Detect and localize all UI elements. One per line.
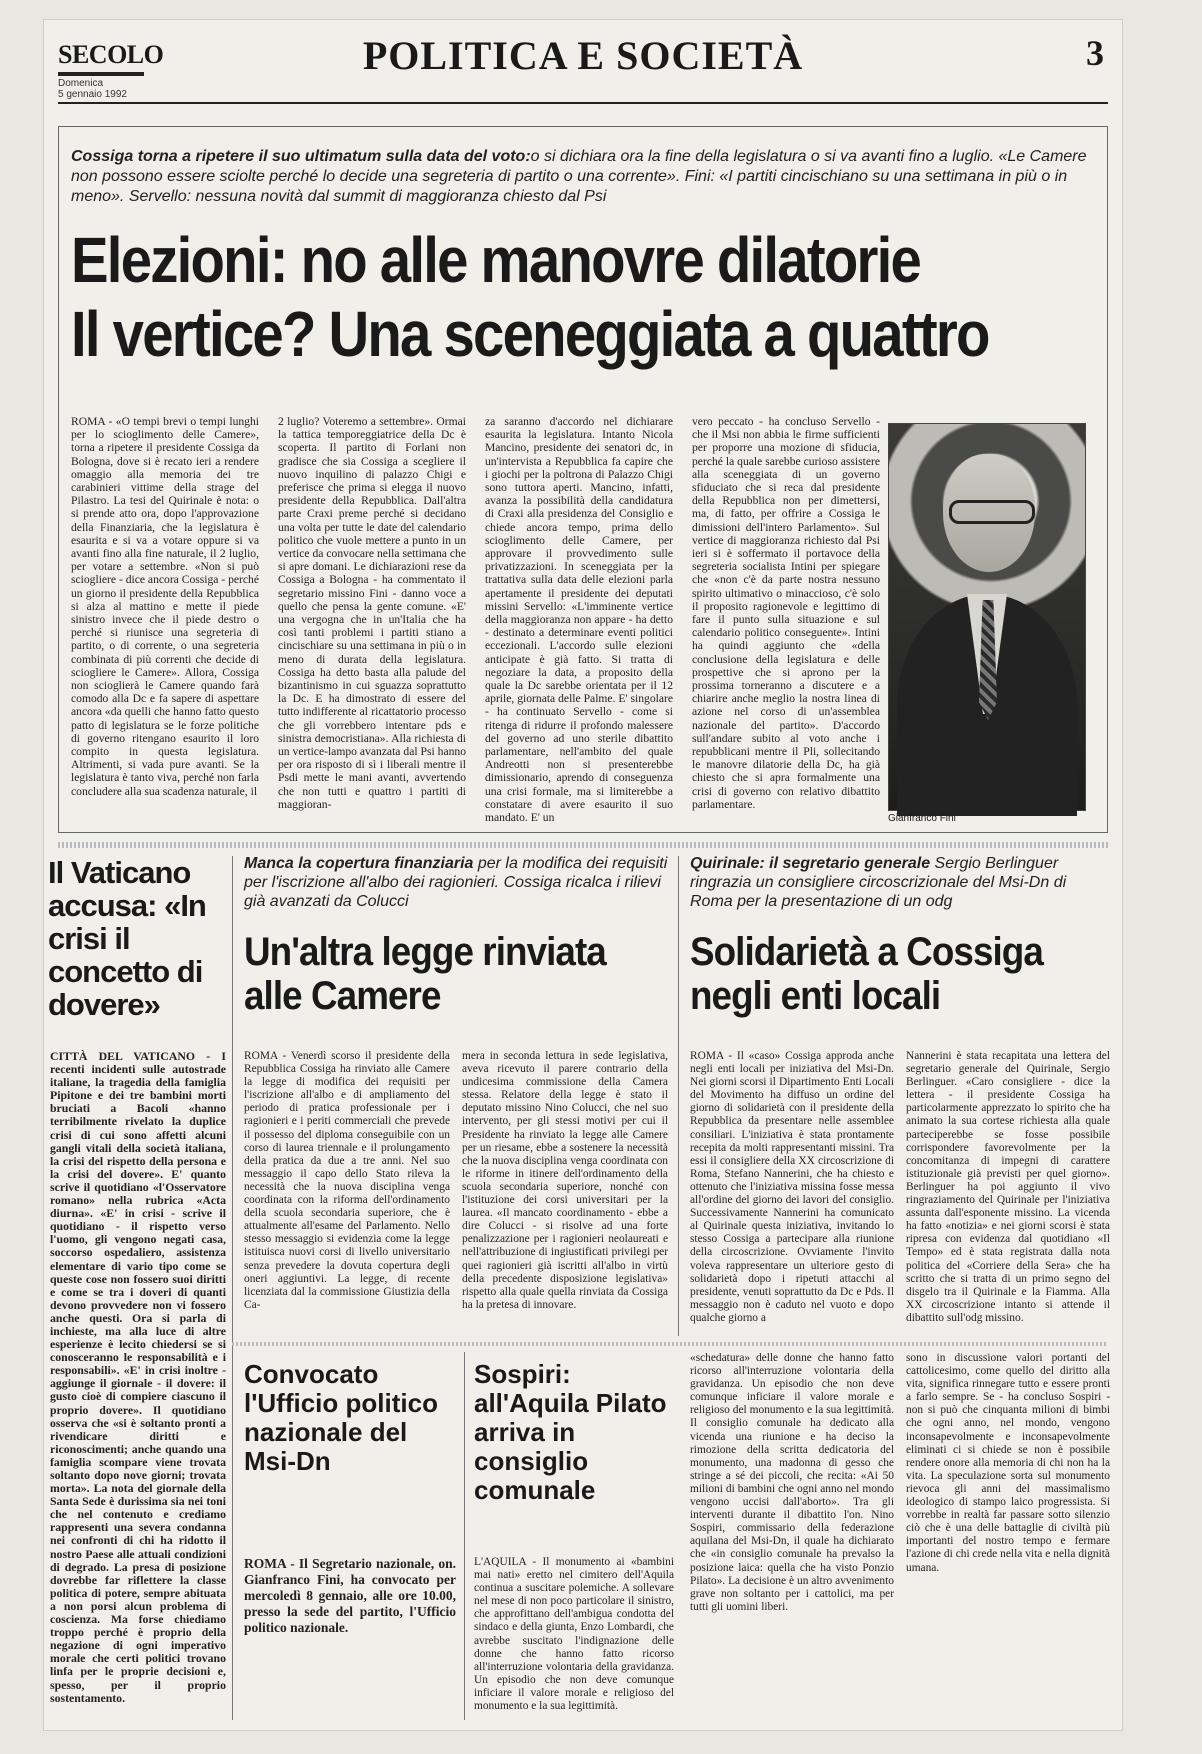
ragionieri-headline: Un'altra legge rinviata alle Camere: [244, 930, 606, 1018]
cossiga-local-kicker: [690, 854, 1110, 911]
main-col-1: ROMA - «O tempi brevi o tempi lunghi per lo scioglimento delle Camere», torna a ripetere il presidente Cossiga da Bologna, dove si è recato ieri a rendere omaggio alla memoria dei tre carabinieri vittime della strage del Pilastro. La tesi del Quirinale è nota: o si prende atto ora, dopo l'approvazione della Finanziaria, che la legislatura è esaurita e si va a votare oppure si va avanti fino alla fine naturale, il 2 luglio, per votare a settembre. «Non si può sciogliere - dice ancora Cossiga - perché un giorno il presidente della Repubblica si alza al mattino e mette il piede sinistro invece che il piede destro o perché si riunisce una segreteria di partito, o di corrente, o una segreteria combinata di più correnti che decide di sciogliere le Camere». Allora, Cossiga non scioglierà le Camere quando farà comodo alla Dc e fa sapere di aspettare ancora «da quelli che hanno fatto questo patto di legislatura se le forze politiche di governo ritengano esaurito il loro compito in questa legislatura. Altrimenti, si vada pure avanti. Se la legislatura è tanto viva, perché non farla concludere alla sua scadenza naturale, il: [71, 415, 259, 798]
lower-divider: [232, 1342, 1108, 1346]
issue-day: Domenica: [58, 78, 104, 89]
fini-photo: [888, 423, 1086, 811]
main-col-4: vero peccato - ha concluso Servello - che il Msi non abbia le firme sufficienti per proporre una mozione di sfiducia, perché la quale sarebbe curioso assistere alla sceneggiata di un governo sfiduciato che si reca dal presidente della Repubblica non per dimettersi, ma, di fatto, per offrire a Cossiga le dimissioni dell'intero Parlamento». Sul vertice di maggioranza richiesto dal Psi ieri si è soffermato il portavoce della segreteria socialista Intini per spiegare che «non c'è da parte nostra nessuno spirito ultimativo o minaccioso, c'è solo il proposito ragionevole e legittimo di fare il punto sulla situazione e sul calendario politico conseguente». Intini ha quindi aggiunto che «della conclusione della legislatura e delle prospettive che si aprono per la prossima torneranno a discutere e a chiarire anche meglio la nostra linea di azione nel corso di un'assemblea nazionale del partito». D'accordo sull'andare subito al voto anche i repubblicani mentre il Pli, sollecitando le manovre dilatorie della Dc, ha già chiesto che si apra formalmente una crisi di governo con relativo dibattito parlamentare.: [692, 415, 880, 811]
cossiga-local-headline: Solidarietà a Cossiga negli enti locali: [690, 930, 1043, 1018]
masthead: [58, 24, 1108, 104]
main-col-3: za saranno d'accordo nel dichiarare esaurita la legislatura. Intanto Nicola Mancino, presidente dei senatori dc, in un'intervista a Repubblica fa capire che i giochi per la poltrona di Palazzo Chigi sono tuttora aperti. Mancino, infatti, avanza la possibilità della candidatura di Craxi alla presidenza del Consiglio e chiede ancora tempo, prima dello scioglimento delle Camere, per approvare il provvedimento sulle privatizzazioni. In sceneggiata per la trattativa sulla data delle elezioni parla apertamente il presidente dei deputati missini Servello: «L'imminente vertice della maggioranza non appare - ha detto - destinato a determinare eventi politici eccezionali. L'accordo sulle elezioni anticipate è già fatto. Si tratta di negoziare la data, a proposito della quale la Dc sarebbe orientata per il 12 aprile, giornata delle Palme. E' singolare - ha continuato Servello - come si ritenga di ridurre il profondo malessere del governo ad uno sterile dibattito parlamentare, nell'ambito del quale Andreotti non si presenterebbe dimissionario, aprendo di conseguenza una crisi formale, ma si limiterebbe a constatare di avere esaurito il suo mandato. E' un: [485, 415, 673, 825]
vatican-headline: Il Vaticano accusa: «In crisi il concetto di dovere»: [48, 855, 206, 1022]
main-kicker: [71, 147, 1095, 207]
section-divider: [58, 842, 1108, 848]
main-kicker-rest: o si dichiara ora la fine della legislatura o si va avanti fino a luglio. «Le Camere non possono essere sciolte perché lo decide una segreteria di partito o una corrente». Fini: «I partiti cincischiano su una settimana in più o in meno». Servello: nessuna novità dal summit di maggioranza chiesto dal Psi: [71, 148, 1087, 205]
ragionieri-col-1: ROMA - Venerdì scorso il presidente della Repubblica Cossiga ha rinviato alle Camere la legge di modifica dei requisiti per l'iscrizione all'albo e di ampliamento del periodo di pratica professionale per i ragionieri e i periti commerciali che prevede il possesso del diploma conseguibile con un corso di laurea triennale e il prolungamento della pratica da due a tre anni. Nel suo messaggio il capo dello Stato rileva la necessità che la nuova disciplina venga coordinata con la riforma dell'ordinamento della scuola secondaria superiore, che è attualmente all'esame del Parlamento. Nello stesso messaggio si evidenzia come la legge istituisca nuovi corsi di livello universitario senza prevedere la dovuta copertura degli oneri aggiuntivi. La legge, di recente licenziata dal la commissione Giustizia della Ca-: [244, 1050, 450, 1311]
cossiga-local-col-2: Nannerini è stata recapitata una lettera del segretario generale del Quirinale, Sergio Berlinguer. «Caro consigliere - dice la lettera - il presidente Cossiga ha particolarmente apprezzato lo spirito che ha animato la sua cortese richiesta alla quale parteciperebbe se fosse possibile corrispondere favorevolmente per la concomitanza di impegni di carattere istituzionale già previsti per quel giorno». Berlinguer ha poi aggiunto il vivo ringraziamento del Quirinale per l'iniziativa assunta dall'esponente missino. La vicenda ha fatto «notizia» e nei giorni scorsi è stata ripresa con evidenza dal quotidiano «Il Tempo» ed è stata registrata dalla nota politica del «Corriere della Sera» che ha scritto che si tratta di un primo segno del disgelo tra il Quirinale e la Fiamma. Alla XX circoscrizione intanto si attende il dibattito sull'odg missino.: [906, 1050, 1110, 1324]
main-headline-line2: Il vertice? Una sceneggiata a quattro: [71, 298, 989, 370]
msi-office-headline: Convocato l'Ufficio politico nazionale del Msi-Dn: [244, 1359, 438, 1476]
ragionieri-col-2: mera in seconda lettura in sede legislativa, aveva ricevuto il parere contrario della undicesima commissione della Camera stessa. Relatore della legge è stato il deputato missino Nino Colucci, che nel suo intervento, per gli stessi motivi per cui il Presidente ha rinviato la legge alle Camere per un riesame, ebbe a sostenere la necessità che la nuova disciplina venga coordinata con le riforme in itinere dell'ordinamento della scuola secondaria superiore, nonché con l'istituzione dei corsi universitari per la laurea. «Il mancato coordinamento - ebbe a dire Colucci - si risolve ad una forte penalizzazione per i ragionieri neolaureati e nell'attribuzione di ingiustificati privilegi per quei ragionieri già iscritti all'albo in virtù della precedente disposizione legislativa» rispetto alla quale quella rinviata da Cossiga ha la pretesa di innovare.: [462, 1050, 668, 1311]
column-rule-2: [678, 856, 679, 1336]
column-rule-3: [464, 1352, 465, 1720]
cossiga-local-col-1: ROMA - Il «caso» Cossiga approda anche negli enti locali per iniziativa del Msi-Dn. Nei giorni scorsi il Dipartimento Enti Locali del Movimento ha diffuso un ordine del giorno di solidarietà con il presidente della Repubblica da presentare nelle assemblee consiliari. L'iniziativa è stata prontamente recepita da molti rappresentanti missini. Tra essi il consigliere della XX circoscrizione di Roma, Stefano Nannerini, che ha chiesto e ottenuto che l'iniziativa missina fosse messa all'ordine del giorno dei lavori del consiglio. Successivamente Nannerini ha comunicato al Quirinale questa iniziativa, invitando lo stesso Cossiga a partecipare alla riunione della circoscrizione. Ovviamente l'invito voleva rappresentare un ulteriore gesto di solidarietà dopo i ripetuti attacchi al presidente, venuti soprattutto da Dc e Pds. Il messaggio non è caduto nel vuoto e dopo qualche giorno a: [690, 1050, 894, 1324]
issue-date-text: 5 gennaio 1992: [58, 89, 127, 100]
cossiga-local-kicker-rest: Sergio Berlinguer ringrazia un consigliere circoscrizionale del Msi-Dn di Roma per la presentazione di un odg: [690, 855, 1067, 910]
newspaper-page: [44, 20, 1122, 1730]
section-title: POLITICA E SOCIETÀ: [362, 33, 804, 78]
photo-glasses: [949, 500, 1035, 524]
main-kicker-lead: Cossiga torna a ripetere il suo ultimatum sulla data del voto:: [71, 148, 531, 165]
aquila-col-3: sono in discussione valori portanti del cattolicesimo, come quello del diritto alla vita, significa rinnegare tutto e essere pronti a farlo sempre. Se - ha concluso Sospiri - non si può che cinquanta milioni di bimbi che ogni anno, nel mondo, vengono inconsapevolmente e inconsapevolmente eliminati ci si chiede se non è possibile rendere onore alla memoria di chi non ha la vita. La speculazione sorta sul monumento rievoca gli anni del massimalismo ideologico di stampo laico progressista. Si vorrebbe in realtà far passare sotto silenzio ciò che è una delle battaglie di civiltà più importanti del nostro tempo e fermare l'azione di chi crede nella vita e nella dignità umana.: [906, 1352, 1110, 1574]
ragionieri-kicker-rest: per la modifica dei requisiti per l'iscrizione all'albo dei ragionieri. Cossiga ricalca i rilievi già avanzati da Colucci: [244, 855, 668, 910]
aquila-col-1: L'AQUILA - Il monumento ai «bambini mai nati» eretto nel cimitero dell'Aquila continua a suscitare polemiche. A sollevare nel mese di non poco particolare il sinistro, che approfittano dell'ambigua condotta del sindaco e della giunta, Enzo Lombardi, che avrebbe suscitato l'indignazione delle donne che hanno fatto ricorso all'interruzione volontaria della gravidanza. Un episodio che non deve comunque inficiare il valore morale e religioso del monumento e la sua legittimità.: [474, 1556, 674, 1713]
aquila-col-2: «schedatura» delle donne che hanno fatto ricorso all'interruzione volontaria della gravidanza. Un episodio che non deve comunque inficiare il valore morale e religioso del monumento e la sua legittimità. Il consiglio comunale ha dedicato alla vicenda una riunione e ha deciso la rimozione della scritta dedicatoria del monumento, una madonna di gesso che stringe a sé dei piccoli, che recita: «Ai 50 milioni di bambini che ogni anno nel mondo vengono uccisi dall'aborto». Tra gli interventi durante il dibattito l'on. Nino Sospiri, commissario della federazione aquilana del Msi-Dn, il quale ha dichiarato che «in consiglio comunale ha prevalso la posizione laica: quella che ha visto Ponzio Pilato». La decisione è un altro avvenimento grave non soltanto per i cattolici, ma per tutti gli uomini liberi.: [690, 1352, 894, 1613]
issue-date: [58, 78, 127, 100]
ragionieri-kicker-lead: Manca la copertura finanziaria: [244, 855, 474, 872]
main-story-body: [71, 415, 891, 825]
msi-office-body: ROMA - Il Segretario nazionale, on. Gianfranco Fini, ha convocato per mercoledì 8 gennaio, alle ore 10.00, presso la sede del partito, l'Ufficio politico nazionale.: [244, 1556, 456, 1635]
newspaper-logo: SECOLO: [58, 40, 164, 69]
main-story-box: [58, 126, 1108, 833]
main-col-2: 2 luglio? Voteremo a settembre». Ormai la tattica temporeggiatrice della Dc è scoperta. Il partito di Forlani non gradisce che sia Cossiga a scegliere il nuovo inquilino di palazzo Chigi e preferisce che prima si elegga il nuovo presidente della Repubblica. Dall'altra parte Craxi preme perché si decidano una volta per tutte le date del calendario politico che vuole mettere a punto in un vertice da convocare nella settimana che si apre domani. Le dichiarazioni rese da Cossiga a Bologna - ha commentato il segretario missino Fini - danno voce a quello che pensa la gente comune. «E' una vergogna che in un'Italia che ha così tanti problemi i partiti stiano a cincischiare su una settimana in più o in meno di durata della legislatura. Cossiga ha detto basta alla palude del bizantinismo in cui sguazza soprattutto la Dc. E ha dimostrato di essere del tutto indifferente al ricattatorio processo che gli vorrebbero intentare pds e sinistra democristiana». Alla richiesta di un vertice-lampo avanzata dal Psi hanno per ora risposto di sì i liberali mentre il Psdi mette le mani avanti, avvertendo che non tutti e quattro i partiti di maggioran-: [278, 415, 466, 811]
aquila-headline: Sospiri: all'Aquila Pilato arriva in consiglio comunale: [474, 1359, 667, 1505]
ragionieri-kicker: [244, 854, 668, 911]
page-number: 3: [1086, 33, 1104, 73]
main-headline-line1: Elezioni: no alle manovre dilatorie: [71, 224, 921, 296]
column-rule-1: [232, 856, 233, 1720]
photo-caption: Gianfranco Fini: [888, 813, 956, 824]
vatican-body: CITTÀ DEL VATICANO - I recenti incidenti sulle autostrade italiane, la tragedia della famiglia Pipitone e dei tre bambini morti bruciati a Bacoli «hanno terribilmente rivelato la duplice crisi di cui sono affetti alcuni gangli vitali della società italiana, la crisi del rispetto della persona e la crisi del dovere». E' quanto scrive il quotidiano «l'Osservatore romano» nella rubrica «Acta diurna». «E' in crisi - scrive il quotidiano - il rispetto verso l'uomo, gli vengono negati casa, soccorso ospedaliero, assistenza elementare di vario tipo come se queste cose non fossero suoi diritti e come se tra i doveri di quanti devono provvedere non vi fossero anche questi. Ora si parla di inchieste, ma alla luce di altre esperienze è lecito chiedersi se si conosceranno le responsabilità e i responsabili». «E' in crisi inoltre - aggiunge il giornale - il dovere: il gusto cioè di compiere ciascuno il proprio dovere». Il quotidiano osserva che «si è soltanto pronti a rivendicare diritti e riconoscimenti; anche quando una famiglia scompare viene trovata soltanto dopo nove giorni; trovata morta». La nota del giornale della Santa Sede è durissima sia nei toni che nel contenuto e crediamo rappresenti una severa condanna nei confronti di chi ha ridotto il nostro Paese alle attuali condizioni di degrado. La presa di posizione dovrebbe far riflettere la classe politica di potere, sempre abituata a non porsi alcun problema di coscienza. Ma forse chiediamo troppo perché è proprio della negazione di ogni imperativo morale che certi politici trovano linfa per le proprie decisioni e, spesso, per il proprio sostentamento.: [50, 1049, 226, 1705]
cossiga-local-kicker-lead: Quirinale: il segretario generale: [690, 855, 931, 872]
main-headline: [71, 223, 989, 371]
